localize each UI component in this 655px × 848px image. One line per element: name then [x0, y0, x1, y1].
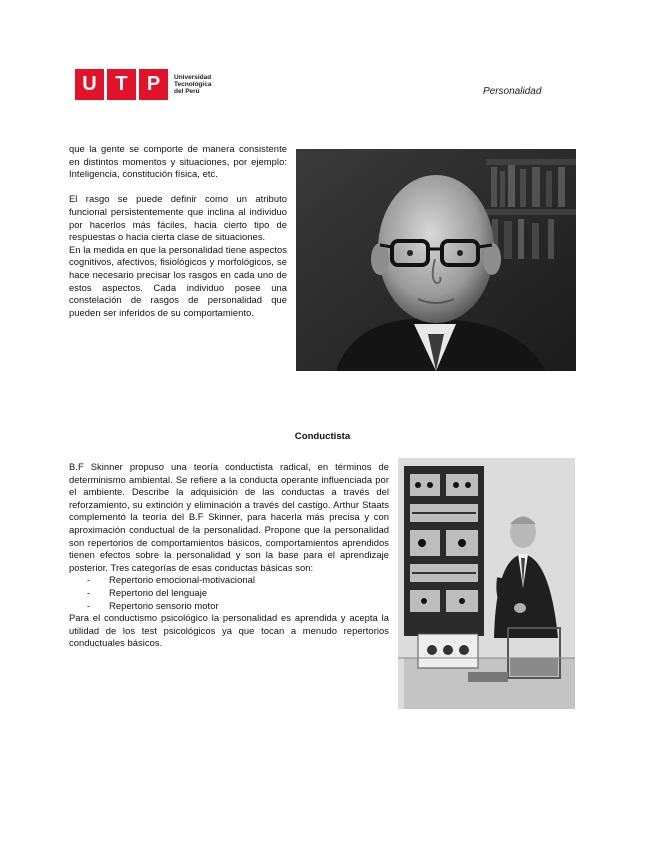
logo-letter-p: P	[139, 69, 168, 100]
logo-line-3: del Perú	[174, 88, 200, 95]
basic-behaviors-list	[69, 574, 389, 612]
utp-logo	[75, 69, 211, 100]
list-item: - Repertorio emocional-motivacional	[87, 574, 255, 586]
section-heading-conductista: Conductista	[294, 431, 351, 442]
paragraph-skinner: B.F Skinner propuso una teoría conductista radical, en términos de determinismo ambiental. Se refiere a la conducta operante influenciada por el ambiente. Describe la adquisición de las conductas a través del reforzamiento, su extinción y eliminación a través del castigo. Arthur Staats complementó la teoría del B.F Skinner, para hacerla más precisa y con aproximación conductual de la personalidad. Propone que la personalidad son repertorios de comportamientos básicos, comportamientos aprendidos tienen efectos sobre la personalidad y son la base para el aprendizaje posterior. Tres categorías de esas conductas básicas son:	[69, 461, 389, 573]
logo-letter-u: U	[75, 69, 104, 100]
list-item: - Repertorio del lenguaje	[87, 586, 208, 598]
logo-university-name	[174, 74, 211, 95]
paragraph-conclusion: Para el conductismo psicológico la personalidad es aprendida y acepta la utilidad de los test psicológicos ya que tocan a menudo repertorios conductuales básicos.	[69, 612, 389, 649]
paragraph-consistency: que la gente se comporte de manera consistente en distintos momentos y situaciones, por ejemplo: Inteligencia, constitución física, etc.	[69, 143, 287, 180]
behaviorism-text-block	[69, 461, 389, 650]
portrait-photo	[296, 149, 576, 371]
paragraph-trait-definition: El rasgo se puede definir como un atributo funcional persistentemente que inclina al individuo por hacerlos más fáciles, hacia cierto tipo de respuestas o hacia cierta clase de situaciones.	[69, 193, 287, 243]
logo-letter-t: T	[107, 69, 136, 100]
page-header-title: Personalidad	[483, 86, 542, 97]
laboratory-photo	[398, 458, 575, 709]
paragraph-personality-aspects: En la medida en que la personalidad tiene aspectos cognitivos, afectivos, fisiológicos y morfológicos, se hace necesario precisar los rasgos en cada uno de estos aspectos. Cada individuo posee una constelación de rasgos de personalidad que pueden ser inferidos de su comportamiento.	[69, 243, 287, 318]
logo-line-2: Tecnológica	[174, 81, 212, 88]
trait-text-block	[69, 143, 287, 319]
logo-line-1: Universidad	[174, 74, 212, 81]
list-item: - Repertorio sensorio motor	[87, 599, 219, 611]
